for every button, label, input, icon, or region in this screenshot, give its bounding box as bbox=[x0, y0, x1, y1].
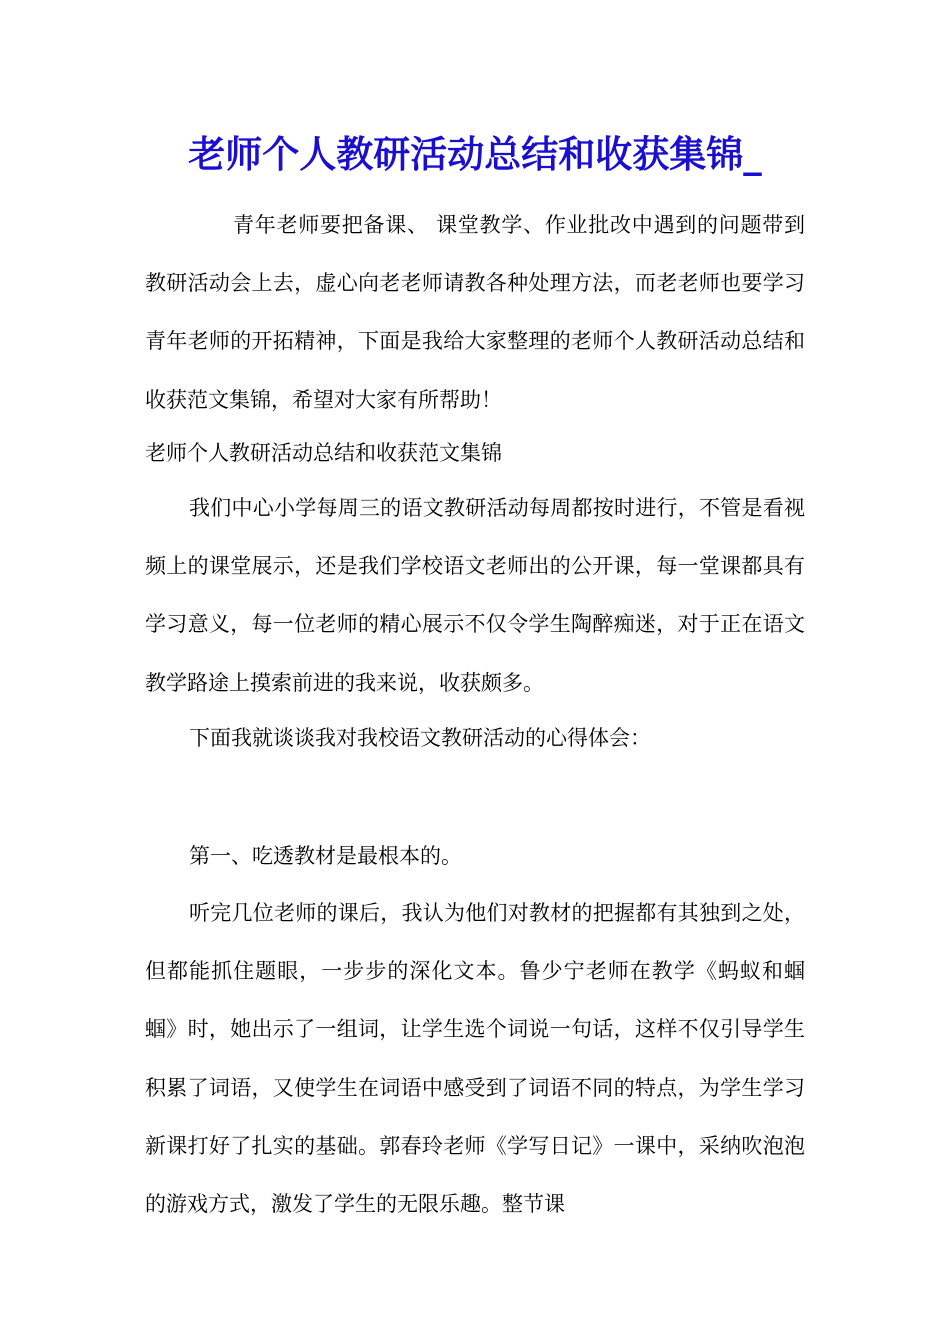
body-paragraph-2: 下面我就谈谈我对我校语文教研活动的心得体会： bbox=[189, 726, 651, 750]
body-paragraph-4: 听完几位老师的课后，我认为他们对教材的把握都有其独到之处，但都能抓住题眼，一步步的深化文本。鲁少宁老师在教学《蚂蚁和蝈蝈》时，她出示了一组词，让学生选个词说一句话，这样不仅引导学生积累了词语，又使学生在词语中感受到了词语不同的特点，为学生学习新课打好了扎实的基础。郭春玲老师《学写日记》一课中，采纳吹泡泡的游戏方式，激发了学生的无限乐趣。整节课 bbox=[145, 901, 805, 1217]
body-paragraph-1: 我们中心小学每周三的语文教研活动每周都按时进行，不管是看视频上的课堂展示，还是我们学校语文老师出的公开课，每一堂课都具有学习意义，每一位老师的精心展示不仅令学生陶醉痴迷，对于正在语文教学路途上摸索前进的我来说，收获颇多。 bbox=[145, 496, 805, 695]
section-heading: 老师个人教研活动总结和收获范文集锦 bbox=[145, 441, 502, 465]
document-title: 老师个人教研活动总结和收获集锦_ bbox=[188, 132, 762, 176]
body-paragraph-3: 第一、吃透教材是最根本的。 bbox=[189, 844, 462, 868]
intro-paragraph: 青年老师要把备课、 课堂教学、作业批改中遇到的问题带到教研活动会上去，虚心向老老师请教各种处理方法，而老老师也要学习青年老师的开拓精神，下面是我给大家整理的老师个人教研活动总结和收获范文集锦，希望对大家有所帮助！ bbox=[145, 213, 805, 412]
